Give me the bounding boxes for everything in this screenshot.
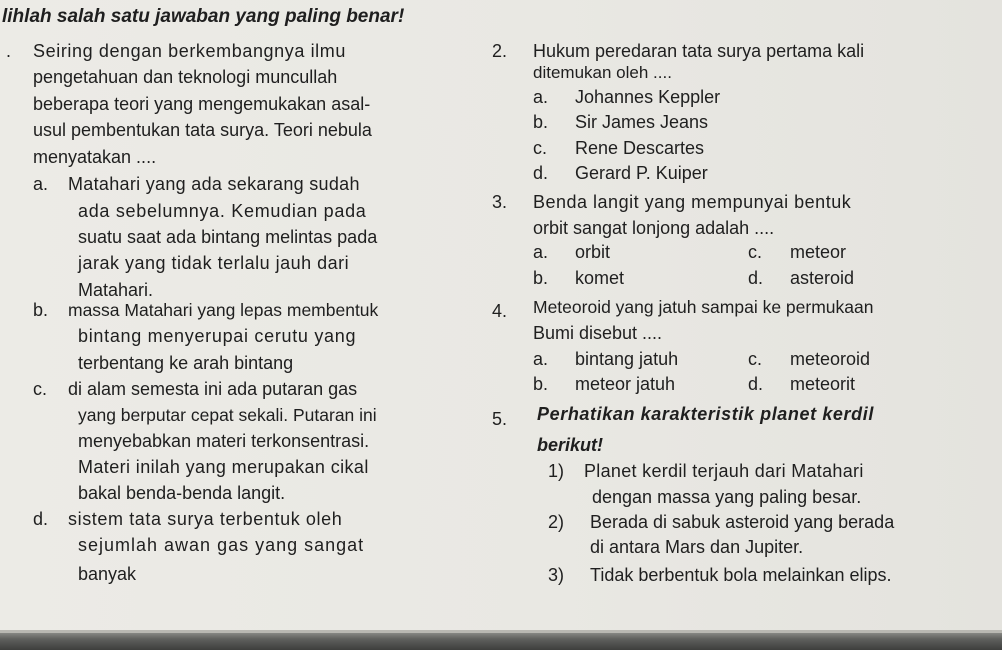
option-text-line: bakal benda-benda langit. bbox=[78, 483, 286, 503]
option-label: c. bbox=[533, 138, 548, 158]
option-label: d. bbox=[748, 374, 764, 394]
question-text-line: Meteoroid yang jatuh sampai ke permukaan bbox=[533, 297, 874, 317]
option-label: c. bbox=[748, 242, 763, 262]
option-text: orbit bbox=[575, 242, 611, 262]
option-text-line: banyak bbox=[78, 564, 137, 584]
page-bottom-edge bbox=[0, 630, 1002, 650]
option-label: a. bbox=[533, 242, 549, 262]
question-text-line: usul pembentukan tata surya. Teori nebula bbox=[33, 120, 372, 140]
item-text-line: di antara Mars dan Jupiter. bbox=[590, 537, 804, 557]
option-text-line: Matahari. bbox=[78, 280, 154, 300]
option-label: b. bbox=[533, 268, 549, 288]
option-label: c. bbox=[33, 379, 48, 399]
option-text: meteor bbox=[790, 242, 847, 262]
option-text-line: Matahari yang ada sekarang sudah bbox=[68, 174, 360, 194]
option-text: meteor jatuh bbox=[575, 374, 676, 394]
item-text-line: Tidak berbentuk bola melainkan elips. bbox=[590, 565, 892, 585]
option-text: asteroid bbox=[790, 268, 855, 288]
option-text-line: terbentang ke arah bintang bbox=[78, 353, 294, 373]
item-label: 2) bbox=[548, 512, 565, 532]
question-text-line: Perhatikan karakteristik planet kerdil bbox=[537, 404, 874, 424]
option-label: b. bbox=[33, 300, 49, 320]
option-label: a. bbox=[533, 349, 549, 369]
option-label: a. bbox=[33, 174, 49, 194]
option-text: bintang jatuh bbox=[575, 349, 679, 369]
option-text-line: massa Matahari yang lepas membentuk bbox=[68, 300, 379, 320]
question-text-line: beberapa teori yang mengemukakan asal- bbox=[33, 94, 371, 114]
option-label: d. bbox=[748, 268, 764, 288]
option-text-line: bintang menyerupai cerutu yang bbox=[78, 326, 357, 346]
question-number: . bbox=[6, 41, 12, 61]
question-number: 4. bbox=[492, 301, 508, 321]
item-text-line: Berada di sabuk asteroid yang berada bbox=[590, 512, 895, 532]
option-text-line: jarak yang tidak terlalu jauh dari bbox=[78, 253, 350, 273]
question-text-line: berikut! bbox=[537, 435, 604, 455]
item-label: 3) bbox=[548, 565, 565, 585]
question-number: 2. bbox=[492, 41, 508, 61]
option-text: Johannes Keppler bbox=[575, 87, 721, 107]
option-label: c. bbox=[748, 349, 763, 369]
option-label: d. bbox=[533, 163, 549, 183]
question-text-line: orbit sangat lonjong adalah .... bbox=[533, 218, 775, 238]
option-text: Rene Descartes bbox=[575, 138, 705, 158]
option-text-line: sistem tata surya terbentuk oleh bbox=[68, 509, 343, 529]
option-text: Sir James Jeans bbox=[575, 112, 709, 132]
option-text: meteoroid bbox=[790, 349, 871, 369]
option-label: b. bbox=[533, 112, 549, 132]
option-text-line: di alam semesta ini ada putaran gas bbox=[68, 379, 358, 399]
item-text-line: Planet kerdil terjauh dari Matahari bbox=[584, 461, 864, 481]
option-text-line: sejumlah awan gas yang sangat bbox=[78, 535, 365, 555]
question-number: 5. bbox=[492, 409, 508, 429]
question-text-line: menyatakan .... bbox=[33, 147, 157, 167]
option-label: b. bbox=[533, 374, 549, 394]
option-label: d. bbox=[33, 509, 49, 529]
question-text-line: Hukum peredaran tata surya pertama kali bbox=[533, 41, 865, 61]
question-text-line: Bumi disebut .... bbox=[533, 323, 663, 343]
instruction-header: lihlah salah satu jawaban yang paling benar! bbox=[2, 6, 405, 27]
question-text-line: Seiring dengan berkembangnya ilmu bbox=[33, 41, 346, 61]
option-text-line: Materi inilah yang merupakan cikal bbox=[78, 457, 369, 477]
item-text-line: dengan massa yang paling besar. bbox=[592, 487, 862, 507]
question-text-line: pengetahuan dan teknologi muncullah bbox=[33, 67, 338, 87]
item-label: 1) bbox=[548, 461, 565, 481]
option-text-line: suatu saat ada bintang melintas pada bbox=[78, 227, 378, 247]
option-text-line: ada sebelumnya. Kemudian pada bbox=[78, 201, 367, 221]
question-number: 3. bbox=[492, 192, 508, 212]
question-text-line: Benda langit yang mempunyai bentuk bbox=[533, 192, 852, 212]
question-text-line: ditemukan oleh .... bbox=[533, 63, 672, 82]
option-text: Gerard P. Kuiper bbox=[575, 163, 708, 183]
option-text: komet bbox=[575, 268, 625, 288]
option-label: a. bbox=[533, 87, 549, 107]
option-text: meteorit bbox=[790, 374, 856, 394]
option-text-line: menyebabkan materi terkonsentrasi. bbox=[78, 431, 370, 451]
option-text-line: yang berputar cepat sekali. Putaran ini bbox=[78, 405, 377, 425]
